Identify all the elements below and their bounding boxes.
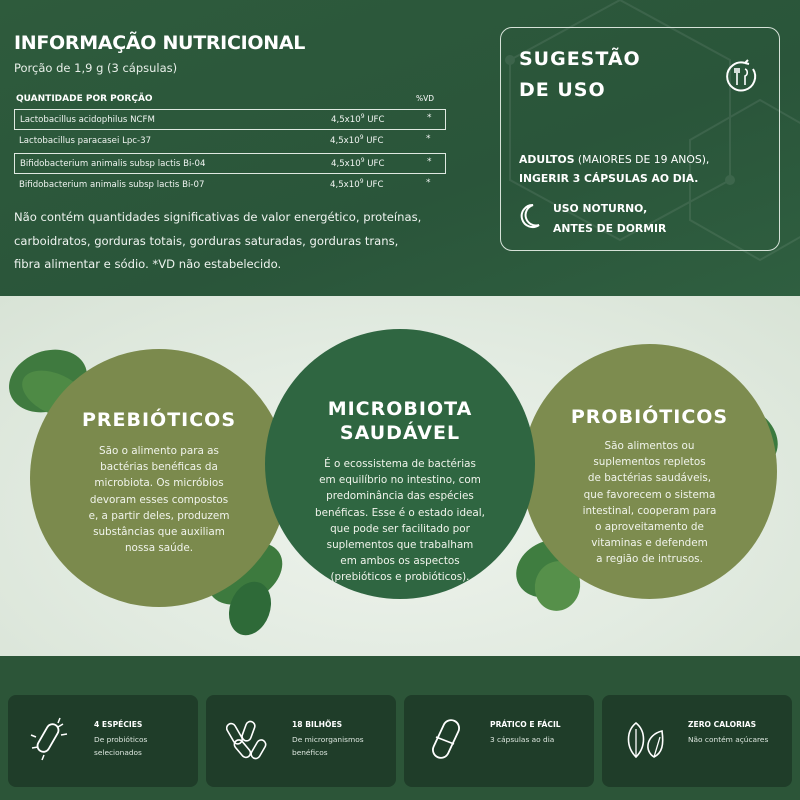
nutrition-title: INFORMAÇÃO NUTRICIONAL [14, 32, 306, 54]
strain-qty: $4,5x10^9$ UFC [330, 134, 384, 146]
nutrition-section [0, 0, 800, 296]
strain-name: Lactobacillus acidophilus NCFM [20, 115, 155, 125]
usage-adults: ADULTOS (MAIORES DE 19 ANOS), INGERIR 3 CÁPSULAS AO DIA. [519, 153, 710, 185]
portion-text: Porção de 1,9 g (3 cápsulas) [14, 61, 178, 75]
prebiotics-text: São o alimento para as bactérias benéficas da microbiota. Os micróbios devoram esses compostos e, a partir deles, produzem substâncias que auxiliam nossa saúde. [88, 445, 230, 555]
clock-utensils-icon [723, 58, 759, 94]
feature-subtitle: Não contém açúcares [688, 735, 769, 744]
microbiota-title: MICROBIOTA SAUDÁVEL [327, 398, 473, 444]
feature-title: PRÁTICO E FÁCIL [490, 720, 561, 729]
probiotics-circle [522, 344, 777, 599]
feature-subtitle: De microrganismos benéficos [292, 735, 364, 757]
feature-card [8, 695, 198, 787]
strain-qty: $4,5x10^9$ UFC [331, 157, 385, 169]
strain-name: Bifidobacterium animalis subsp lactis Bi-07 [19, 180, 205, 190]
strain-vd: * [426, 178, 431, 188]
feature-title: ZERO CALORIAS [688, 720, 757, 729]
strain-vd: * [427, 157, 432, 167]
feature-subtitle: 3 cápsulas ao dia [490, 735, 555, 744]
feature-title: 18 BILHÕES [292, 720, 343, 729]
prebiotics-title: PREBIÓTICOS [81, 409, 237, 431]
feature-card [404, 695, 594, 787]
table-row [14, 131, 446, 152]
feature-card [206, 695, 396, 787]
bacterium-icon [28, 717, 74, 763]
strain-vd: * [427, 113, 432, 123]
strain-qty: $4,5x10^9$ UFC [330, 178, 384, 190]
qty-header: QUANTIDADE POR PORÇÃO [16, 94, 153, 104]
nutrition-note: Não contém quantidades significativas de valor energético, proteínas, carboidratos, gorduras totais, gorduras saturadas, gorduras trans, fibra alimentar e sódio. *VD não estabelecido. [14, 210, 422, 271]
leaves-icon [622, 717, 668, 763]
microorganisms-icon [226, 717, 272, 763]
usage-night: USO NOTURNO, ANTES DE DORMIR [553, 202, 667, 235]
probiotics-title: PROBIÓTICOS [570, 406, 729, 428]
strain-name: Bifidobacterium animalis subsp lactis Bi-04 [20, 159, 206, 169]
vd-header: %VD [416, 94, 435, 103]
table-row [14, 109, 446, 130]
microbiota-text: É o ecossistema de bactérias em equilíbrio no intestino, com predominância das espécies benéficas. Esse é o estado ideal, que pode ser facilitado por suplementos que trabalham em ambos os aspectos (prebióticos e probióticos). [315, 458, 485, 584]
feature-subtitle: De probióticos selecionados [94, 735, 148, 757]
feature-title: 4 ESPÉCIES [94, 720, 143, 729]
microbiota-section [0, 296, 800, 656]
probiotics-text: São alimentos ou suplementos repletos de bactérias saudáveis, que favorecem o sistema intestinal, cooperam para o aproveitamento de vitaminas e defendem a região de intrusos. [582, 440, 717, 566]
table-row [14, 175, 446, 196]
capsule-icon [424, 717, 470, 763]
strain-name: Lactobacillus paracasei Lpc-37 [19, 136, 152, 146]
strain-vd: * [426, 134, 431, 144]
feature-card [602, 695, 792, 787]
features-section [0, 656, 800, 800]
moon-icon [519, 203, 541, 229]
microbiota-circle [265, 329, 535, 599]
table-header [16, 94, 446, 104]
usage-title: SUGESTÃO DE USO [519, 48, 641, 101]
usage-box [500, 27, 780, 251]
prebiotics-circle [30, 349, 288, 607]
strain-qty: $4,5x10^9$ UFC [331, 113, 385, 125]
table-row [14, 153, 446, 174]
